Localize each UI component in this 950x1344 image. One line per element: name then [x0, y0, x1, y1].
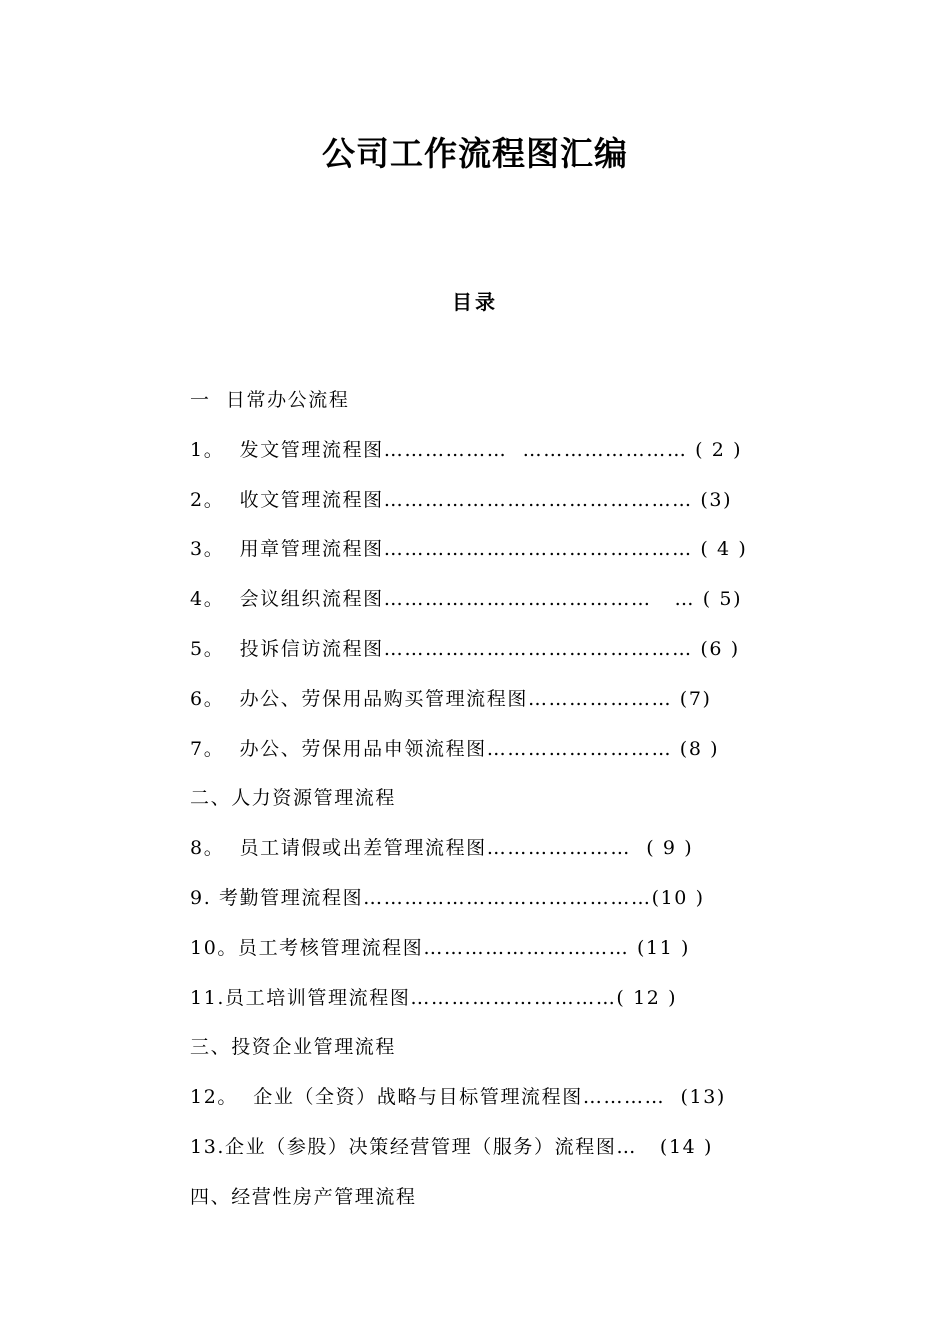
toc-section-property: 四、经营性房产管理流程 — [190, 1185, 417, 1208]
toc-heading: 目录 — [452, 290, 498, 314]
toc-entry: 1。 发文管理流程图……………… …………………… ( 2 ) — [190, 438, 743, 461]
toc-section-daily-office: 一 日常办公流程 — [190, 389, 350, 411]
toc-entry: 6。 办公、劳保用品购买管理流程图………………… (7) — [190, 687, 712, 710]
toc-section-investment: 三、投资企业管理流程 — [190, 1036, 397, 1059]
toc-entry: 9. 考勤管理流程图……………………………………(10 ) — [190, 886, 705, 909]
toc-entry: 11.员工培训管理流程图…………………………( 12 ) — [190, 986, 678, 1009]
toc-entry: 3。 用章管理流程图……………………………………… ( 4 ) — [190, 538, 748, 561]
toc-entry: 10。员工考核管理流程图………………………… (11 ) — [190, 936, 691, 959]
toc-entry: 2。 收文管理流程图……………………………………… (3) — [190, 488, 733, 511]
document-title: 公司工作流程图汇编 — [322, 134, 628, 173]
table-of-contents — [190, 385, 810, 1232]
toc-entry: 13.企业（参股）决策经营管理（服务）流程图… (14 ) — [190, 1135, 713, 1158]
toc-entry: 8。 员工请假或出差管理流程图………………… ( 9 ) — [190, 837, 694, 860]
toc-entry: 4。 会议组织流程图………………………………… … ( 5) — [190, 588, 743, 611]
toc-entry: 12。 企业（全资）战略与目标管理流程图………… (13) — [190, 1086, 726, 1109]
toc-entry: 7。 办公、劳保用品申领流程图……………………… (8 ) — [190, 737, 720, 760]
toc-entry: 5。 投诉信访流程图……………………………………… (6 ) — [190, 637, 740, 660]
toc-section-hr: 二、人力资源管理流程 — [190, 787, 397, 810]
